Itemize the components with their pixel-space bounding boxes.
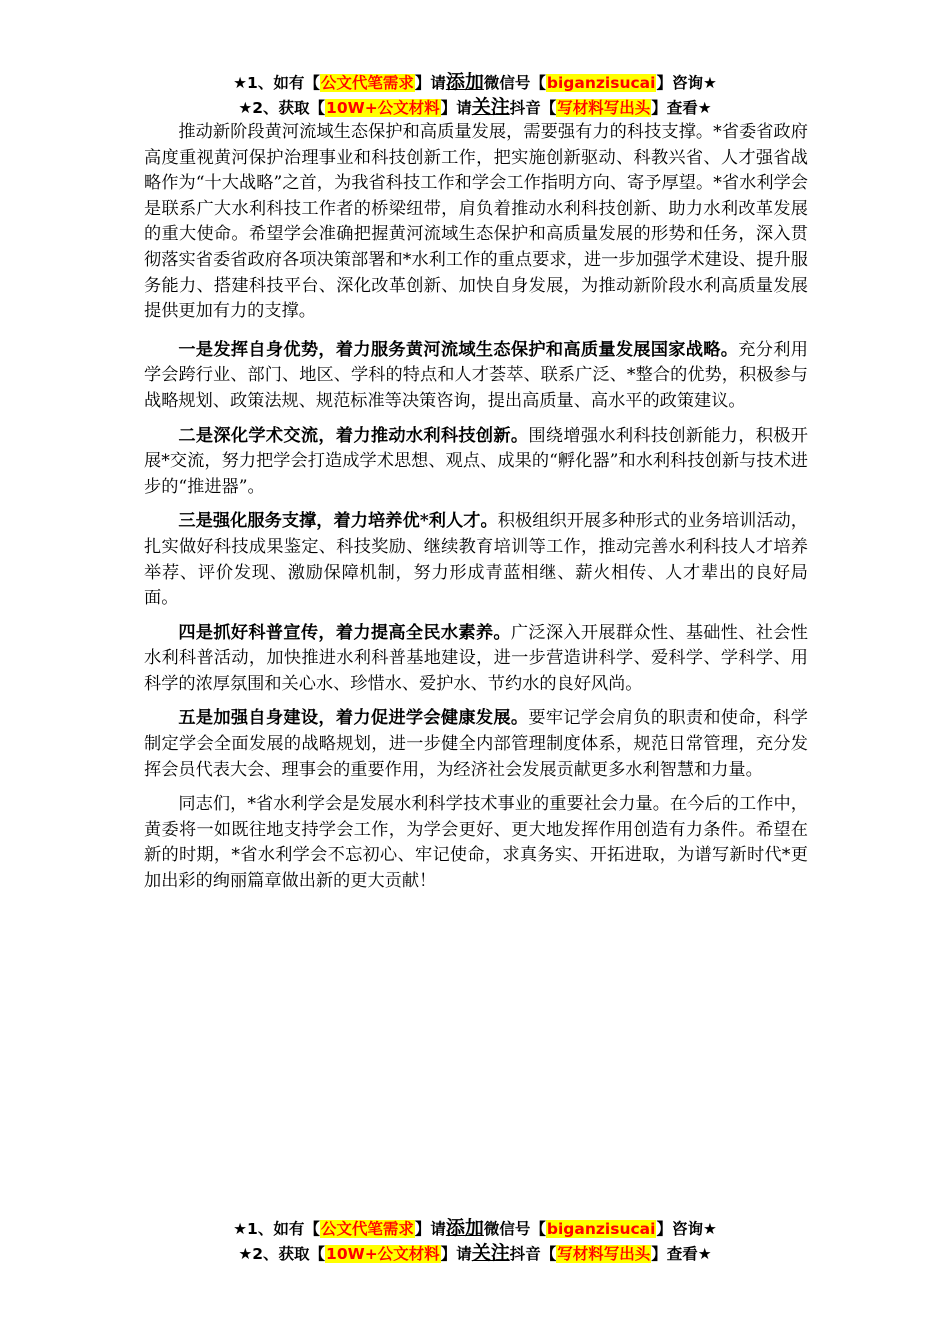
promo-text: ★1、如有【 — [233, 74, 320, 92]
promo-text: 微信号【 — [483, 1220, 546, 1238]
promo-emphasis: 关注 — [471, 1242, 510, 1264]
promo-banner-bottom — [0, 1216, 950, 1266]
paragraph-text: 广泛深入开展群众性、基础性、社会性水利科普活动，加快推进水利科普基地建设，进一步营造讲科学、爱科学、学科学、用科学的浓厚氛围和关心水、珍惜水、爱护水、节约水的良好风尚。 — [144, 622, 808, 694]
promo-highlight: 10W+公文材料 — [326, 99, 440, 117]
paragraph-point-3 — [144, 509, 808, 611]
promo-text: 】查看★ — [651, 1245, 712, 1263]
paragraph-lead: 一是发挥自身优势，着力服务黄河流域生态保护和高质量发展国家战略。 — [178, 339, 739, 360]
promo-text: 】请 — [414, 74, 446, 92]
paragraph-text: 积极组织开展多种形式的业务培训活动，扎实做好科技成果鉴定、科技奖励、继续教育培训等工作，推动完善水利科技人才培养举荐、评价发现、激励保障机制，努力形成青蓝相继、薪火相传、人才辈出的良好局面。 — [144, 511, 808, 609]
promo-wechat-id: biganzisucai — [546, 1220, 656, 1238]
paragraph-lead: 五是加强自身建设，着力促进学会健康发展。 — [178, 708, 529, 729]
paragraph-lead: 四是抓好科普宣传，着力提高全民水素养。 — [178, 622, 511, 643]
promo-wechat-id: biganzisucai — [546, 74, 656, 92]
paragraph-text: 要牢记学会肩负的职责和使命，科学制定学会全面发展的战略规划，进一步健全内部管理制度体系，规范日常管理，充分发挥会员代表大会、理事会的重要作用，为经济社会发展贡献更多水利智慧和力量。 — [144, 708, 808, 780]
promo-emphasis: 添加 — [445, 1217, 484, 1239]
promo-line-1 — [0, 70, 950, 95]
paragraph-intro — [144, 120, 808, 325]
promo-text: 】请 — [440, 1245, 472, 1263]
paragraph-point-2 — [144, 424, 808, 501]
promo-text: 】请 — [414, 1220, 446, 1238]
promo-text: ★1、如有【 — [233, 1220, 320, 1238]
promo-highlight: 公文代笔需求 — [320, 1220, 414, 1238]
promo-text: 抖音【 — [509, 1245, 557, 1263]
paragraph-text: 充分利用学会跨行业、部门、地区、学科的特点和人才荟萃、联系广泛、*整合的优势，积极参与战略规划、政策法规、规范标准等决策咨询，提出高质量、高水平的政策建议。 — [144, 339, 808, 411]
promo-emphasis: 关注 — [471, 96, 510, 118]
promo-line-1 — [0, 1216, 950, 1241]
paragraph-lead: 三是强化服务支撑，着力培养优*利人才。 — [178, 511, 498, 532]
paragraph-closing — [144, 792, 808, 894]
promo-text: 】请 — [440, 99, 472, 117]
paragraph-lead: 二是深化学术交流，着力推动水利科技创新。 — [178, 425, 529, 446]
promo-text: ★2、获取【 — [238, 1245, 326, 1263]
promo-douyin-id: 写材料写出头 — [557, 99, 651, 117]
promo-text: 微信号【 — [483, 74, 546, 92]
promo-text: 】咨询★ — [656, 1220, 717, 1238]
promo-emphasis: 添加 — [445, 71, 484, 93]
paragraph-point-5 — [144, 706, 808, 783]
paragraph-point-1 — [144, 338, 808, 415]
promo-text: 】咨询★ — [656, 74, 717, 92]
promo-text: 】查看★ — [651, 99, 712, 117]
promo-text: 抖音【 — [509, 99, 557, 117]
promo-line-2 — [0, 1241, 950, 1266]
promo-highlight: 公文代笔需求 — [320, 74, 414, 92]
promo-highlight: 10W+公文材料 — [326, 1245, 440, 1263]
promo-text: ★2、获取【 — [238, 99, 326, 117]
paragraph-text: 推动新阶段黄河流域生态保护和高质量发展，需要强有力的科技支撑。*省委省政府高度重视黄河保护治理事业和科技创新工作，把实施创新驱动、科教兴省、人才强省战略作为“十大战略”之首，为我省科技工作和学会工作指明方向、寄予厚望。*省水利学会是联系广大水利科技工作者的桥梁纽带，肩负着推动水利科技创新、助力水利改革发展的重大使命。希望学会准确把握黄河流域生态保护和高质量发展的形势和任务，深入贯彻落实省委省政府各项决策部署和*水利工作的重点要求，进一步加强学术建设、提升服务能力、搭建科技平台、深化改革创新、加快自身发展，为推动新阶段水利高质量发展提供更加有力的支撑。 — [144, 122, 808, 322]
promo-banner-top — [0, 70, 950, 120]
paragraph-text: 同志们，*省水利学会是发展水利科学技术事业的重要社会力量。在今后的工作中，黄委将一如既往地支持学会工作，为学会更好、更大地发挥作用创造有力条件。希望在新的时期，*省水利学会不忘初心、牢记使命，求真务实、开拓进取，为谱写新时代*更加出彩的绚丽篇章做出新的更大贡献！ — [144, 794, 808, 892]
promo-douyin-id: 写材料写出头 — [557, 1245, 651, 1263]
paragraph-text: 围绕增强水利科技创新能力，积极开展*交流，努力把学会打造成学术思想、观点、成果的“孵化器”和水利科技创新与技术进步的“推进器”。 — [144, 425, 808, 497]
promo-line-2 — [0, 95, 950, 120]
paragraph-point-4 — [144, 621, 808, 698]
document-body — [144, 120, 808, 904]
